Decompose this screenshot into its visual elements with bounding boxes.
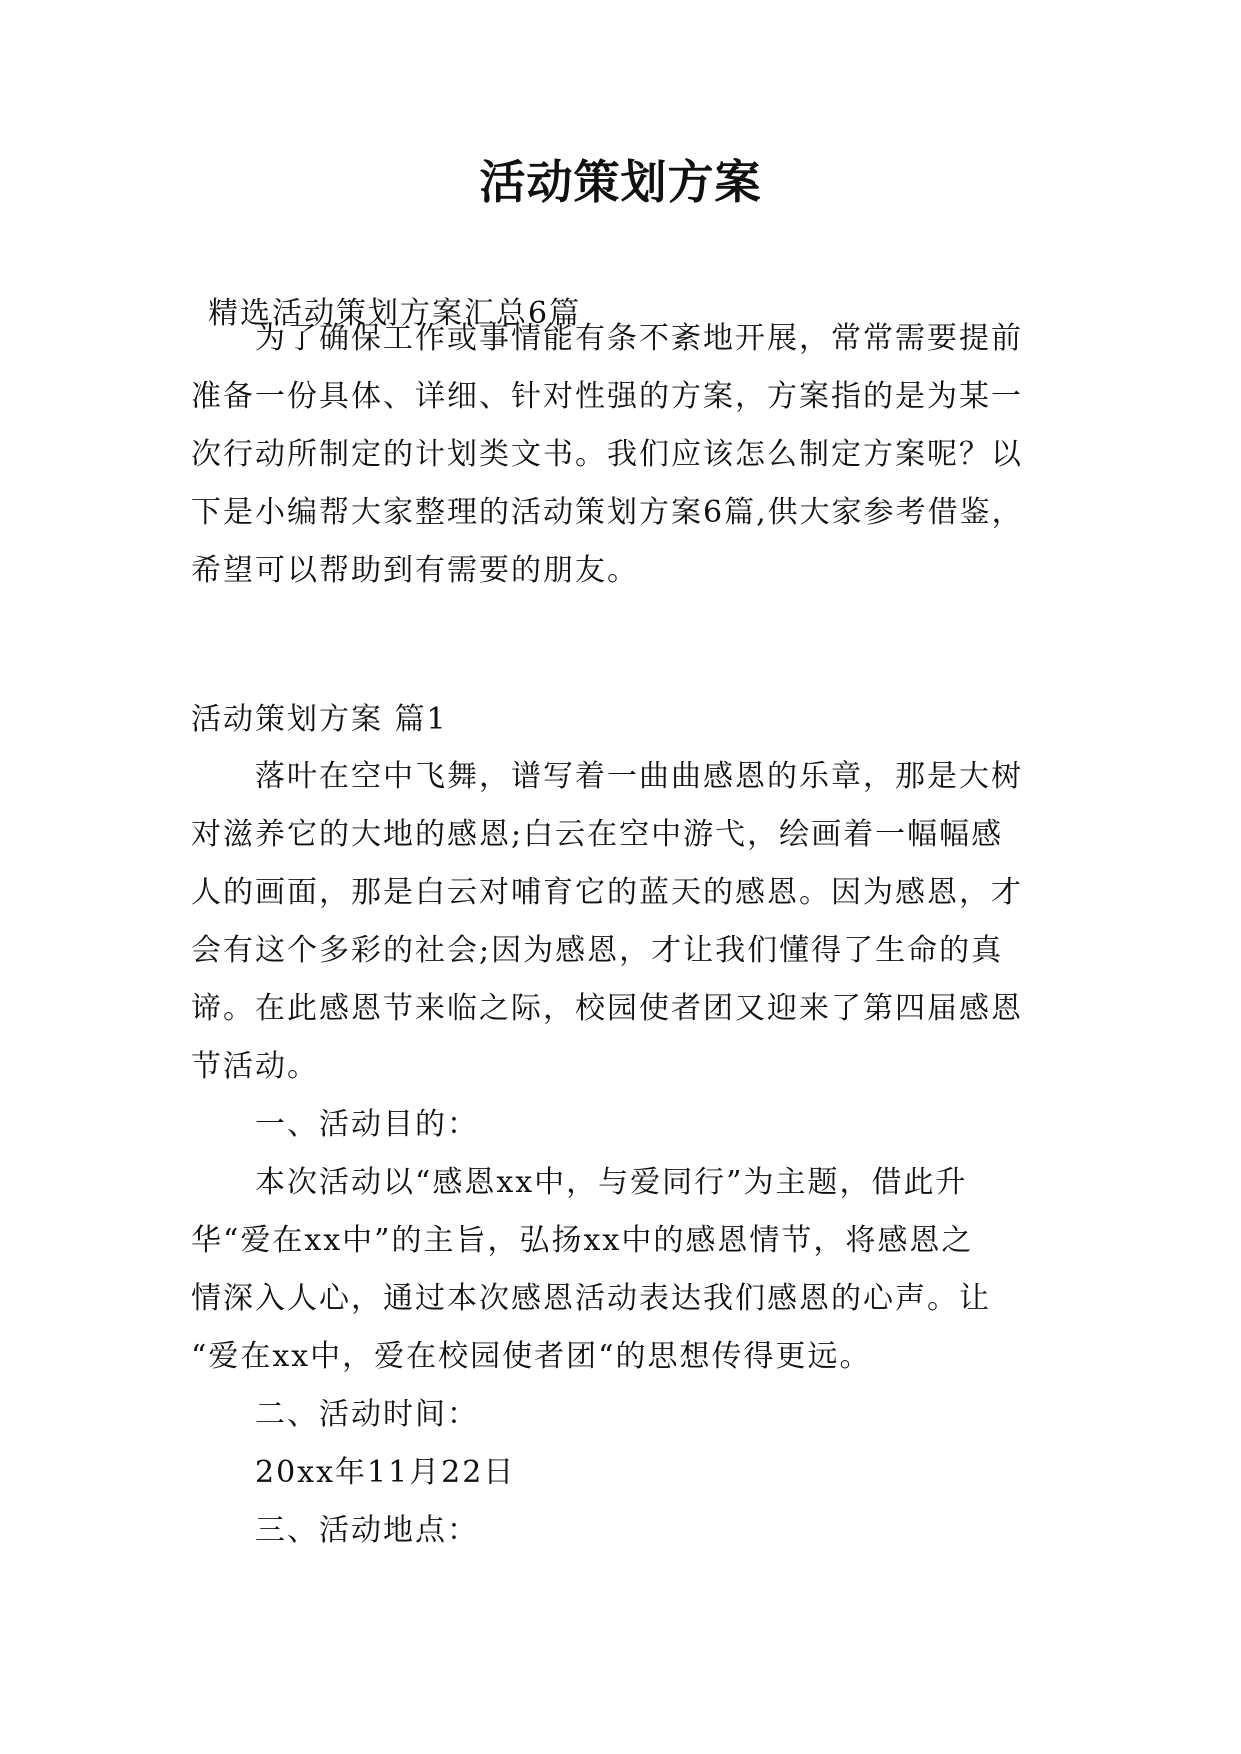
section-body <box>191 748 1055 1560</box>
paragraph-line: 为了确保工作或事情能有条不紊地开展，常常需要提前 <box>255 321 1023 356</box>
paragraph-line: 落叶在空中飞舞，谱写着一曲曲感恩的乐章，那是大树 <box>255 759 1023 794</box>
document-title: 活动策划方案 <box>479 155 762 209</box>
list-heading: 一、活动目的： <box>255 1107 479 1142</box>
paragraph-line: 华“爱在xx中”的主旨，弘扬xx中的感恩情节，将感恩之 <box>191 1223 974 1258</box>
list-heading: 三、活动地点： <box>255 1513 479 1548</box>
paragraph-line: 准备一份具体、详细、针对性强的方案，方案指的是为某一 <box>191 379 1023 414</box>
paragraph-line: 会有这个多彩的社会;因为感恩，才让我们懂得了生命的真 <box>191 933 1004 968</box>
intro-paragraph <box>191 310 1055 600</box>
section-heading: 活动策划方案 篇1 <box>191 702 448 737</box>
paragraph-line: 对滋养它的大地的感恩;白云在空中游弋，绘画着一幅幅感 <box>191 817 1004 852</box>
paragraph-line: 情深入人心，通过本次感恩活动表达我们感恩的心声。让 <box>191 1281 991 1316</box>
paragraph-line: 本次活动以“感恩xx中，与爱同行”为主题，借此升 <box>255 1165 968 1200</box>
paragraph-line: 下是小编帮大家整理的活动策划方案6篇,供大家参考借鉴， <box>191 495 1024 530</box>
document-subtitle: 精选活动策划方案汇总6篇 <box>208 296 582 331</box>
paragraph-line: 20xx年11月22日 <box>255 1455 516 1490</box>
paragraph-line: 人的画面，那是白云对哺育它的蓝天的感恩。因为感恩，才 <box>191 875 1023 910</box>
paragraph-line: 次行动所制定的计划类文书。我们应该怎么制定方案呢？以 <box>191 437 1023 472</box>
paragraph-line: 希望可以帮助到有需要的朋友。 <box>191 553 639 588</box>
paragraph-line: 节活动。 <box>191 1049 319 1084</box>
list-heading: 二、活动时间： <box>255 1397 479 1432</box>
paragraph-line: 谛。在此感恩节来临之际，校园使者团又迎来了第四届感恩 <box>191 991 1023 1026</box>
paragraph-line: “爱在xx中，爱在校园使者团“的思想传得更远。 <box>191 1339 872 1374</box>
